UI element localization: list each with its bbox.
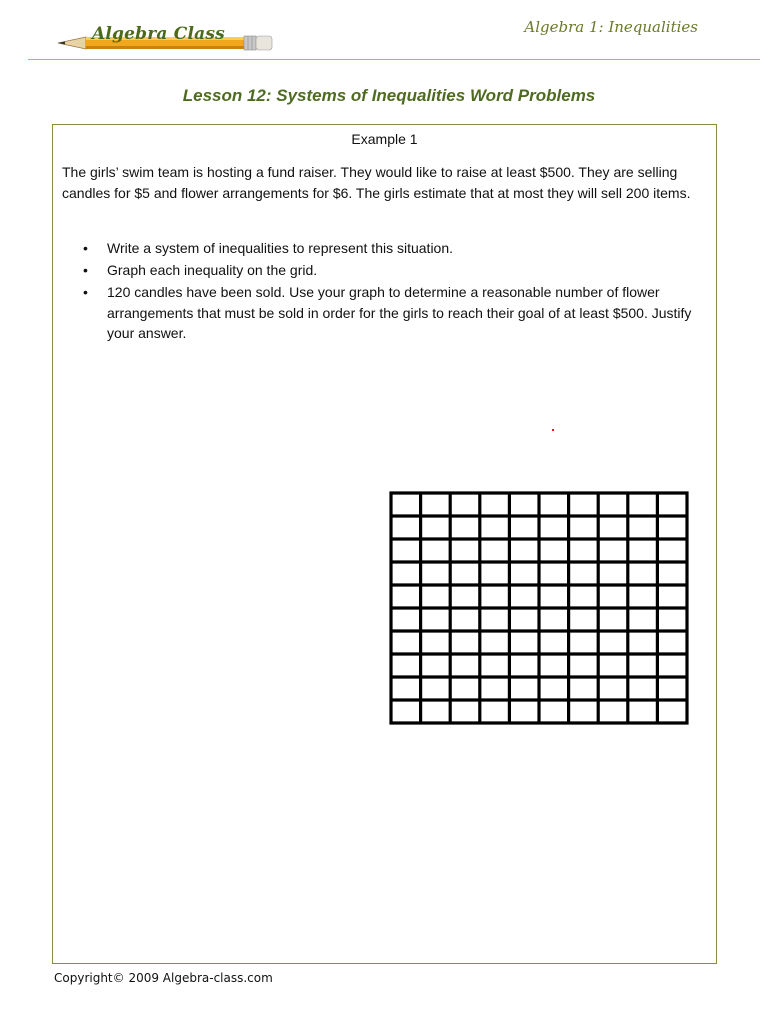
- stray-mark: [552, 429, 554, 431]
- task-text: Write a system of inequalities to represent this situation.: [107, 240, 454, 256]
- graph-grid: [389, 491, 689, 725]
- list-item: [75, 260, 715, 281]
- problem-statement: The girls’ swim team is hosting a fund raiser. They would like to raise at least $500. They are selling candles for $5 and flower arrangements for $6. The girls estimate that at most they will sell 200 items.: [62, 164, 691, 201]
- task-text: Graph each inequality on the grid.: [107, 262, 318, 278]
- task-text: 120 candles have been sold. Use your graph to determine a reasonable number of flower arrangements that must be sold in order for the girls to reach their goal of at least $500. Justify your answer.: [107, 284, 692, 341]
- lesson-title: Lesson 12: Systems of Inequalities Word Problems: [182, 86, 596, 105]
- example-heading: Example 1: [351, 131, 418, 147]
- bullet-icon: •: [83, 240, 88, 256]
- bullet-icon: •: [83, 262, 88, 278]
- course-title: Algebra 1: Inequalities: [524, 18, 698, 36]
- list-item: [75, 238, 715, 259]
- algebra-class-logo: [56, 24, 276, 56]
- task-list: [75, 238, 715, 345]
- copyright-footer: Copyright© 2009 Algebra-class.com: [54, 971, 273, 985]
- logo-text: Algebra Class: [92, 24, 225, 44]
- header-divider: [28, 59, 760, 60]
- list-item: [75, 282, 715, 344]
- example-box: [52, 124, 717, 964]
- bullet-icon: •: [83, 284, 88, 300]
